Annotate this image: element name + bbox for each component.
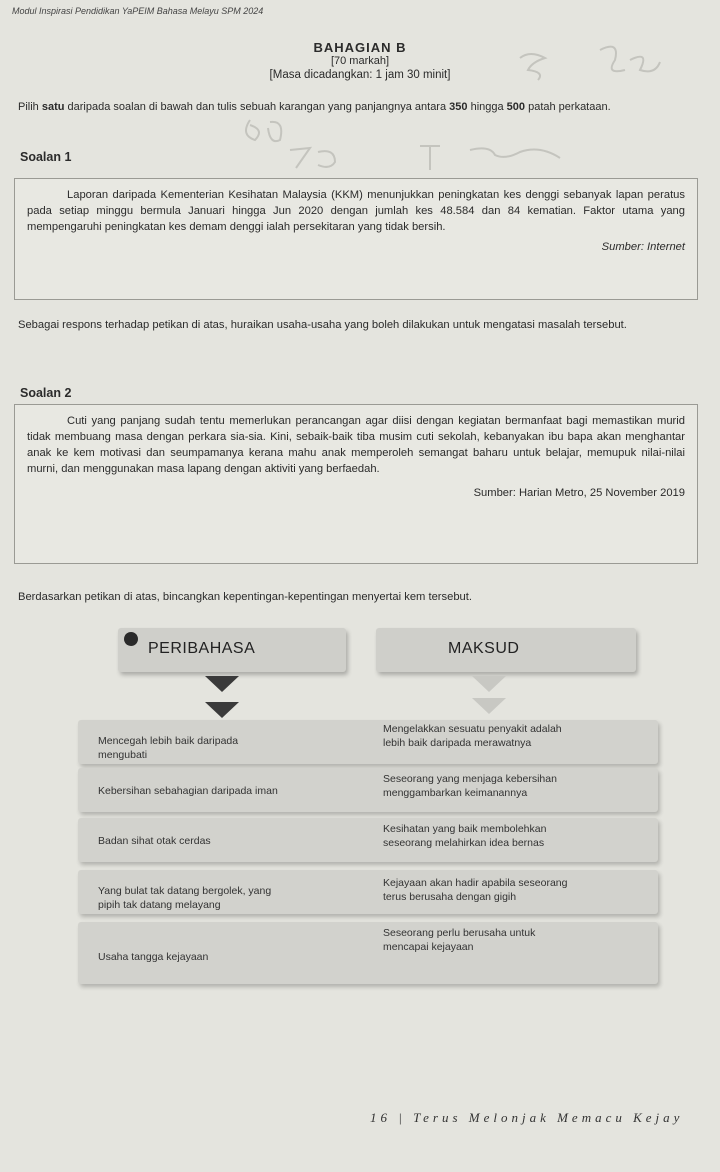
row-peribahasa bbox=[98, 734, 238, 762]
row-maksud bbox=[383, 772, 653, 800]
instruction-bold: 350 bbox=[449, 101, 468, 113]
row-peribahasa bbox=[98, 884, 271, 912]
page-footer: 16 | Terus Melonjak Memacu Kejay bbox=[370, 1110, 684, 1125]
peribahasa-line: Usaha tangga kejayaan bbox=[98, 951, 209, 963]
section-marks: [70 markah] bbox=[330, 55, 390, 67]
table-row bbox=[78, 720, 658, 764]
peribahasa-line: Mencegah lebih baik daripada bbox=[98, 735, 239, 747]
question-1-source: Sumber: Internet bbox=[601, 241, 685, 253]
row-maksud bbox=[383, 926, 653, 954]
question-2-passage-box bbox=[14, 404, 698, 564]
maksud-line: Mengelakkan sesuatu penyakit adalah bbox=[383, 723, 562, 735]
instruction-part: daripada soalan di bawah dan tulis sebuah karangan yang panjangnya antara bbox=[64, 101, 450, 113]
question-2-passage: Cuti yang panjang sudah tentu memerlukan perancangan agar diisi dengan kegiatan bermanfaat bagi memastikan murid tidak membuang masa dengan perkara sia-sia. Kini, sebaik-baik tiba musim cuti sekolah, kebanyakan ibu bapa akan menghantar anak ke kem motivasi dan seumpamanya kerana mahu anak memperoleh semangat baharu untuk belajar, memupuk nilai-nilai murni, dan menggunakan masa lapang dengan aktiviti yang berfaedah. bbox=[27, 415, 685, 475]
maksud-line: Kesihatan yang baik membolehkan bbox=[383, 823, 547, 835]
peribahasa-line: Kebersihan sebahagian daripada iman bbox=[98, 785, 278, 797]
instruction-part: hingga bbox=[467, 101, 507, 113]
table-row bbox=[78, 768, 658, 812]
arrow-down-icon bbox=[472, 698, 506, 714]
pin-icon bbox=[124, 632, 138, 646]
maksud-line: Seseorang yang menjaga kebersihan bbox=[383, 773, 557, 785]
row-maksud bbox=[383, 722, 653, 750]
module-header: Modul Inspirasi Pendidikan YaPEIM Bahasa Melayu SPM 2024 bbox=[12, 6, 264, 16]
peribahasa-line: Badan sihat otak cerdas bbox=[98, 835, 211, 847]
instruction-text bbox=[18, 100, 698, 115]
instruction-bold: 500 bbox=[506, 101, 526, 113]
table-row bbox=[78, 818, 658, 862]
arrow-down-icon bbox=[205, 676, 239, 692]
peribahasa-line: mengubati bbox=[98, 749, 148, 761]
question-1-prompt: Sebagai respons terhadap petikan di atas, huraikan usaha-usaha yang boleh dilakukan untuk mengatasi masalah tersebut. bbox=[18, 319, 627, 331]
question-1-passage-box bbox=[14, 178, 698, 300]
question-1-label: Soalan 1 bbox=[20, 150, 72, 164]
maksud-line: menggambarkan keimanannya bbox=[383, 787, 528, 799]
question-1-passage: Laporan daripada Kementerian Kesihatan Malaysia (KKM) menunjukkan peningkatan kes denggi sebanyak lapan peratus pada setiap minggu bermula Januari hingga Jun 2020 dengan jumlah kes 48.584 dan 84 kematian. Faktor utama yang mempengaruhi peningkatan kes demam denggi ialah persekitaran yang tidak bersih. bbox=[27, 189, 685, 233]
arrow-down-icon bbox=[472, 676, 506, 692]
instruction-bold: satu bbox=[41, 101, 65, 113]
row-peribahasa bbox=[98, 784, 278, 798]
maksud-line: terus berusaha dengan gigih bbox=[383, 891, 517, 903]
peribahasa-line: pipih tak datang melayang bbox=[98, 899, 221, 911]
maksud-line: mencapai kejayaan bbox=[383, 941, 474, 953]
arrow-down-icon bbox=[205, 702, 239, 718]
peribahasa-line: Yang bulat tak datang bergolek, yang bbox=[98, 885, 272, 897]
section-time: [Masa dicadangkan: 1 jam 30 minit] bbox=[269, 69, 451, 81]
maksud-line: lebih baik daripada merawatnya bbox=[383, 737, 532, 749]
maksud-line: Kejayaan akan hadir apabila seseorang bbox=[383, 877, 568, 889]
maksud-line: Seseorang perlu berusaha untuk bbox=[383, 927, 536, 939]
maksud-line: seseorang melahirkan idea bernas bbox=[383, 837, 545, 849]
question-2-source: Sumber: Harian Metro, 25 November 2019 bbox=[473, 487, 685, 499]
instruction-part: patah perkataan. bbox=[525, 101, 611, 113]
row-peribahasa bbox=[98, 834, 211, 848]
peribahasa-header-label: PERIBAHASA bbox=[148, 640, 256, 657]
question-2-label: Soalan 2 bbox=[20, 386, 72, 400]
row-maksud bbox=[383, 876, 653, 904]
peribahasa-header bbox=[118, 628, 346, 672]
instruction-part: Pilih bbox=[18, 101, 42, 113]
row-peribahasa bbox=[98, 950, 208, 964]
section-title: BAHAGIAN B bbox=[313, 40, 407, 55]
table-row bbox=[78, 922, 658, 984]
maksud-header-label: MAKSUD bbox=[448, 640, 520, 657]
table-row bbox=[78, 870, 658, 914]
row-maksud bbox=[383, 822, 653, 850]
question-2-prompt: Berdasarkan petikan di atas, bincangkan kepentingan-kepentingan menyertai kem tersebut. bbox=[18, 591, 473, 603]
maksud-header bbox=[376, 628, 636, 672]
